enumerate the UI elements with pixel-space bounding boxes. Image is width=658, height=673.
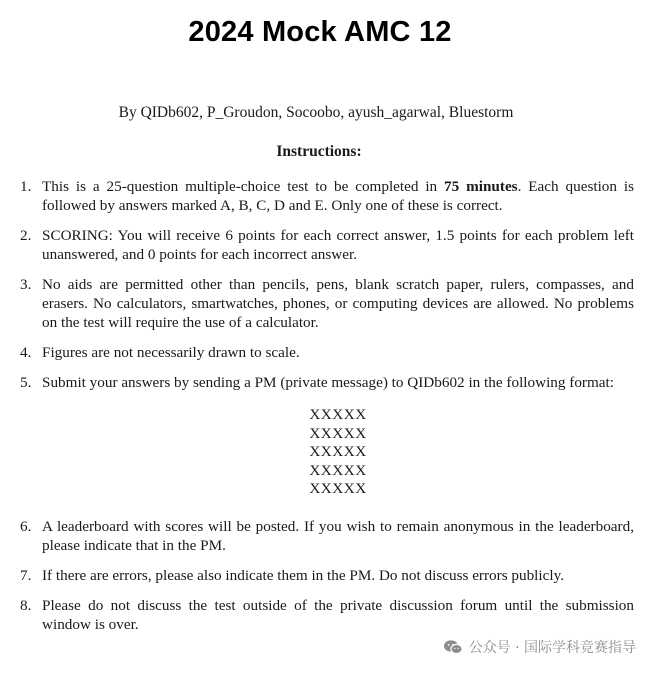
item-number: 7. xyxy=(20,566,32,584)
item-text: Please do not discuss the test outside of the private discussion forum until the submission window is over. xyxy=(42,596,634,633)
authors-line: By QIDb602, P_Groudon, Socoobo, ayush_agarwal, Bluestorm xyxy=(118,104,514,121)
item-number: 5. xyxy=(20,374,32,391)
item-text: This is a 25-question multiple-choice test to be completed in xyxy=(42,178,445,195)
answer-format-line: XXXXX xyxy=(309,406,367,423)
instruction-item-5 xyxy=(20,373,634,499)
item-number: 1. xyxy=(20,178,32,195)
item-text: No aids are permitted other than pencils, pens, blank scratch paper, rulers, compasses, and erasers. No calculators, smartwatches, phones, or computing devices are allowed. No problems on the test will require the use of a calculator. xyxy=(42,276,634,331)
item-number: 3. xyxy=(20,276,32,293)
wechat-icon xyxy=(443,639,463,655)
watermark xyxy=(441,637,638,657)
item-text: If there are errors, please also indicate them in the PM. Do not discuss errors publicly. xyxy=(42,566,564,584)
item-text: SCORING: You will receive 6 points for each correct answer, 1.5 points for each problem left unanswered, and 0 points for each incorrect answer. xyxy=(42,227,634,263)
page-title: 2024 Mock AMC 12 xyxy=(188,16,452,48)
answer-format-line: XXXXX xyxy=(309,443,367,461)
instruction-item-3 xyxy=(20,275,634,332)
instruction-item-4 xyxy=(20,343,634,362)
instruction-item-2 xyxy=(20,226,634,264)
instruction-item-1 xyxy=(20,177,634,215)
instruction-item-6 xyxy=(20,517,634,555)
answer-format-line: XXXXX xyxy=(309,424,367,442)
item-text: Submit your answers by sending a PM (private message) to QIDb602 in the following format: xyxy=(42,374,614,391)
answer-format-line: XXXXX xyxy=(309,480,367,498)
watermark-text: 公众号 · 国际学科竞赛指导 xyxy=(468,640,636,656)
instruction-item-7 xyxy=(20,566,634,585)
time-limit: 75 minutes xyxy=(444,178,518,195)
instruction-item-8 xyxy=(20,596,634,634)
answer-format-line: XXXXX xyxy=(309,461,367,479)
item-number: 6. xyxy=(20,517,32,535)
item-number: 8. xyxy=(20,596,32,614)
item-text: Figures are not necessarily drawn to scale. xyxy=(42,344,300,361)
item-text: A leaderboard with scores will be posted. If you wish to remain anonymous in the leaderboard, please indicate that in the PM. xyxy=(42,517,634,554)
instructions-list xyxy=(20,177,634,645)
instructions-heading: Instructions: xyxy=(276,143,362,160)
item-number: 4. xyxy=(20,344,32,361)
item-number: 2. xyxy=(20,227,32,244)
item-text: . Each question is followed by answers marked A, B, C, D and E. Only one of these is correct. xyxy=(42,178,634,214)
answer-format-block xyxy=(42,406,634,499)
